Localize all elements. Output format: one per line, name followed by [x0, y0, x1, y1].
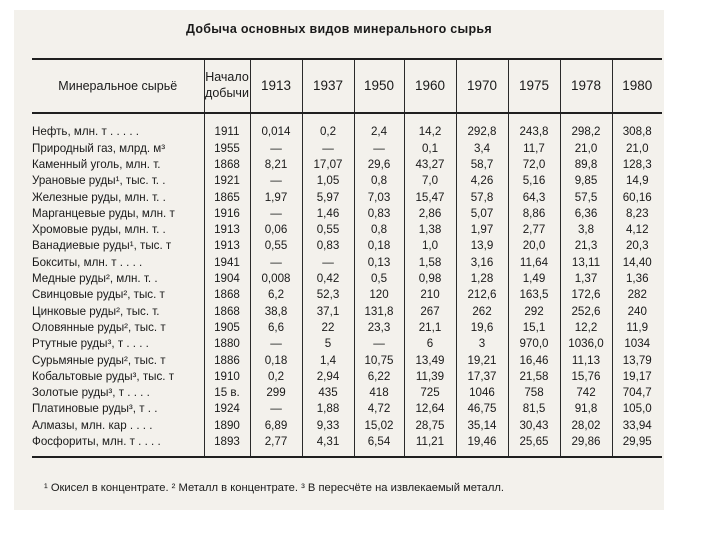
value-cell: 38,8: [250, 303, 302, 319]
table-row: [32, 368, 662, 384]
value-cell: 21,1: [404, 320, 456, 336]
value-cell: 1,97: [250, 189, 302, 205]
value-cell: 7,0: [404, 173, 456, 189]
table-row: [32, 417, 662, 433]
value-cell: 29,86: [560, 434, 612, 457]
start-year-cell: 1893: [204, 434, 250, 457]
value-cell: 12,64: [404, 401, 456, 417]
value-cell: 11,39: [404, 368, 456, 384]
table-row: [32, 352, 662, 368]
value-cell: 14,9: [612, 173, 662, 189]
value-cell: 19,6: [456, 320, 508, 336]
column-header-start: [204, 59, 250, 113]
start-year-cell: 1890: [204, 417, 250, 433]
column-header-year: 1980: [612, 59, 662, 113]
value-cell: 20,3: [612, 238, 662, 254]
column-header-year: 1978: [560, 59, 612, 113]
value-cell: 33,94: [612, 417, 662, 433]
value-cell: 1,49: [508, 271, 560, 287]
value-cell: 0,18: [354, 238, 404, 254]
value-cell: 52,3: [302, 287, 354, 303]
value-cell: 4,31: [302, 434, 354, 457]
value-cell: 22: [302, 320, 354, 336]
start-year-cell: 1886: [204, 352, 250, 368]
value-cell: 308,8: [612, 113, 662, 140]
mineral-name-cell: Каменный уголь, млн. т.: [32, 157, 161, 171]
value-cell: 15,76: [560, 368, 612, 384]
value-cell: —: [250, 336, 302, 352]
value-cell: 252,6: [560, 303, 612, 319]
value-cell: 29,95: [612, 434, 662, 457]
value-cell: 25,65: [508, 434, 560, 457]
value-cell: 3,16: [456, 254, 508, 270]
mineral-name-cell: Железные руды, млн. т. .: [32, 190, 166, 204]
header-row: [32, 59, 662, 113]
table-row: [32, 189, 662, 205]
value-cell: 0,8: [354, 173, 404, 189]
value-cell: 2,94: [302, 368, 354, 384]
mineral-name-cell: Марганцевые руды, млн. т: [32, 206, 175, 220]
value-cell: 8,21: [250, 157, 302, 173]
table-row: [32, 287, 662, 303]
value-cell: 13,49: [404, 352, 456, 368]
table-row: [32, 140, 662, 156]
value-cell: 10,75: [354, 352, 404, 368]
table-row: [32, 238, 662, 254]
value-cell: 1,46: [302, 205, 354, 221]
value-cell: 17,07: [302, 157, 354, 173]
mineral-name-cell: Ванадиевые руды¹, тыс. т: [32, 239, 172, 253]
mineral-name-cell: Бокситы, млн. т . . . .: [32, 255, 143, 269]
value-cell: 14,40: [612, 254, 662, 270]
start-year-cell: 1880: [204, 336, 250, 352]
value-cell: —: [302, 140, 354, 156]
value-cell: 72,0: [508, 157, 560, 173]
mineral-name-cell: Урановые руды¹, тыс. т. .: [32, 174, 166, 188]
value-cell: 1,88: [302, 401, 354, 417]
start-year-cell: 1916: [204, 205, 250, 221]
mineral-name-cell: Алмазы, млн. кар . . . .: [32, 418, 153, 432]
table-row: [32, 157, 662, 173]
value-cell: —: [250, 173, 302, 189]
start-year-cell: 15 в.: [204, 385, 250, 401]
value-cell: 6: [404, 336, 456, 352]
value-cell: 298,2: [560, 113, 612, 140]
value-cell: 11,64: [508, 254, 560, 270]
value-cell: 0,55: [302, 222, 354, 238]
start-year-cell: 1910: [204, 368, 250, 384]
value-cell: 243,8: [508, 113, 560, 140]
value-cell: 57,8: [456, 189, 508, 205]
start-year-cell: 1913: [204, 222, 250, 238]
value-cell: —: [354, 140, 404, 156]
value-cell: 15,1: [508, 320, 560, 336]
value-cell: 262: [456, 303, 508, 319]
value-cell: 0,83: [302, 238, 354, 254]
table-row: [32, 254, 662, 270]
value-cell: 0,2: [250, 368, 302, 384]
value-cell: 3,4: [456, 140, 508, 156]
value-cell: 4,72: [354, 401, 404, 417]
value-cell: 105,0: [612, 401, 662, 417]
value-cell: 725: [404, 385, 456, 401]
value-cell: 3,8: [560, 222, 612, 238]
value-cell: —: [250, 205, 302, 221]
value-cell: 19,17: [612, 368, 662, 384]
value-cell: 210: [404, 287, 456, 303]
start-year-cell: 1911: [204, 113, 250, 140]
table-row: [32, 173, 662, 189]
mineral-production-table: [32, 58, 662, 458]
value-cell: —: [250, 401, 302, 417]
value-cell: 0,1: [404, 140, 456, 156]
value-cell: —: [250, 254, 302, 270]
value-cell: 8,86: [508, 205, 560, 221]
value-cell: 1,58: [404, 254, 456, 270]
value-cell: 13,79: [612, 352, 662, 368]
value-cell: 128,3: [612, 157, 662, 173]
value-cell: 5: [302, 336, 354, 352]
value-cell: 435: [302, 385, 354, 401]
value-cell: 43,27: [404, 157, 456, 173]
value-cell: 21,3: [560, 238, 612, 254]
value-cell: 57,5: [560, 189, 612, 205]
table-row: [32, 271, 662, 287]
column-header-year: 1950: [354, 59, 404, 113]
value-cell: 1,97: [456, 222, 508, 238]
value-cell: 2,77: [508, 222, 560, 238]
table-row: [32, 320, 662, 336]
value-cell: 29,6: [354, 157, 404, 173]
value-cell: 37,1: [302, 303, 354, 319]
column-header-year: 1975: [508, 59, 560, 113]
value-cell: 163,5: [508, 287, 560, 303]
column-header-start-line1: Начало: [205, 70, 249, 85]
value-cell: 292: [508, 303, 560, 319]
value-cell: 2,4: [354, 113, 404, 140]
value-cell: 172,6: [560, 287, 612, 303]
table-row: [32, 385, 662, 401]
value-cell: 21,0: [612, 140, 662, 156]
mineral-name-cell: Золотые руды³, т . . . .: [32, 386, 150, 400]
table-row: [32, 205, 662, 221]
mineral-name-cell: Сурьмяные руды², тыс. т: [32, 353, 166, 367]
value-cell: 30,43: [508, 417, 560, 433]
value-cell: 1,36: [612, 271, 662, 287]
value-cell: 60,16: [612, 189, 662, 205]
value-cell: 6,6: [250, 320, 302, 336]
value-cell: 81,5: [508, 401, 560, 417]
value-cell: 19,46: [456, 434, 508, 457]
column-header-year: 1937: [302, 59, 354, 113]
value-cell: 292,8: [456, 113, 508, 140]
value-cell: 4,12: [612, 222, 662, 238]
table-row: [32, 113, 662, 140]
value-cell: 742: [560, 385, 612, 401]
table-row: [32, 434, 662, 457]
mineral-name-cell: Фосфориты, млн. т . . . .: [32, 434, 204, 457]
value-cell: 299: [250, 385, 302, 401]
value-cell: 13,11: [560, 254, 612, 270]
value-cell: 23,3: [354, 320, 404, 336]
value-cell: 7,03: [354, 189, 404, 205]
mineral-name-cell: Ртутные руды³, т . . . .: [32, 337, 149, 351]
start-year-cell: 1904: [204, 271, 250, 287]
mineral-name-cell: Природный газ, млрд. м³: [32, 141, 166, 155]
value-cell: 1034: [612, 336, 662, 352]
start-year-cell: 1868: [204, 157, 250, 173]
value-cell: 1,0: [404, 238, 456, 254]
column-header-year: 1960: [404, 59, 456, 113]
value-cell: 1046: [456, 385, 508, 401]
value-cell: 19,21: [456, 352, 508, 368]
value-cell: 21,0: [560, 140, 612, 156]
value-cell: 16,46: [508, 352, 560, 368]
value-cell: 11,7: [508, 140, 560, 156]
mineral-name-cell: Цинковые руды², тыс. т.: [32, 304, 160, 318]
start-year-cell: 1921: [204, 173, 250, 189]
value-cell: 20,0: [508, 238, 560, 254]
mineral-name-cell: Хромовые руды, млн. т. .: [32, 223, 166, 237]
value-cell: 8,23: [612, 205, 662, 221]
value-cell: 6,22: [354, 368, 404, 384]
value-cell: 212,6: [456, 287, 508, 303]
value-cell: 13,9: [456, 238, 508, 254]
value-cell: 15,47: [404, 189, 456, 205]
mineral-name-cell: Свинцовые руды², тыс. т: [32, 288, 165, 302]
value-cell: 2,86: [404, 205, 456, 221]
column-header-start-line2: добычи: [205, 86, 249, 100]
value-cell: 0,83: [354, 205, 404, 221]
column-header-year: 1970: [456, 59, 508, 113]
value-cell: 14,2: [404, 113, 456, 140]
value-cell: 0,8: [354, 222, 404, 238]
value-cell: 6,36: [560, 205, 612, 221]
value-cell: —: [354, 336, 404, 352]
value-cell: 11,9: [612, 320, 662, 336]
value-cell: 64,3: [508, 189, 560, 205]
column-header-mineral: Минеральное сырьё: [32, 59, 204, 113]
value-cell: —: [250, 140, 302, 156]
value-cell: 0,55: [250, 238, 302, 254]
start-year-cell: 1905: [204, 320, 250, 336]
start-year-cell: 1941: [204, 254, 250, 270]
value-cell: 120: [354, 287, 404, 303]
value-cell: 0,18: [250, 352, 302, 368]
column-header-year: 1913: [250, 59, 302, 113]
value-cell: 0,2: [302, 113, 354, 140]
start-year-cell: 1924: [204, 401, 250, 417]
value-cell: 240: [612, 303, 662, 319]
table-row: [32, 401, 662, 417]
value-cell: 9,33: [302, 417, 354, 433]
value-cell: 1,28: [456, 271, 508, 287]
value-cell: 17,37: [456, 368, 508, 384]
mineral-name-cell: Нефть, млн. т . . . . .: [32, 125, 139, 139]
mineral-name-cell: Оловянные руды², тыс. т: [32, 320, 166, 334]
value-cell: 131,8: [354, 303, 404, 319]
value-cell: 0,008: [250, 271, 302, 287]
table-row: [32, 222, 662, 238]
value-cell: 46,75: [456, 401, 508, 417]
value-cell: —: [302, 254, 354, 270]
value-cell: 4,26: [456, 173, 508, 189]
value-cell: 28,02: [560, 417, 612, 433]
mineral-name-cell: Платиновые руды³, т . .: [32, 402, 158, 416]
value-cell: 5,07: [456, 205, 508, 221]
value-cell: 3: [456, 336, 508, 352]
value-cell: 1,38: [404, 222, 456, 238]
start-year-cell: 1913: [204, 238, 250, 254]
value-cell: 418: [354, 385, 404, 401]
value-cell: 970,0: [508, 336, 560, 352]
value-cell: 6,2: [250, 287, 302, 303]
value-cell: 21,58: [508, 368, 560, 384]
value-cell: 6,89: [250, 417, 302, 433]
value-cell: 6,54: [354, 434, 404, 457]
mineral-name-cell: Кобальтовые руды³, тыс. т: [32, 369, 175, 383]
value-cell: 89,8: [560, 157, 612, 173]
value-cell: 91,8: [560, 401, 612, 417]
table-footnote: ¹ Окисел в концентрате. ² Металл в концентрате. ³ В пересчёте на извлекаемый металл.: [44, 482, 504, 494]
start-year-cell: 1868: [204, 287, 250, 303]
value-cell: 11,13: [560, 352, 612, 368]
value-cell: 267: [404, 303, 456, 319]
value-cell: 0,98: [404, 271, 456, 287]
value-cell: 0,42: [302, 271, 354, 287]
value-cell: 58,7: [456, 157, 508, 173]
value-cell: 0,06: [250, 222, 302, 238]
start-year-cell: 1868: [204, 303, 250, 319]
value-cell: 15,02: [354, 417, 404, 433]
value-cell: 5,16: [508, 173, 560, 189]
value-cell: 0,13: [354, 254, 404, 270]
value-cell: 704,7: [612, 385, 662, 401]
value-cell: 1,05: [302, 173, 354, 189]
table-row: [32, 336, 662, 352]
value-cell: 11,21: [404, 434, 456, 457]
value-cell: 758: [508, 385, 560, 401]
start-year-cell: 1955: [204, 140, 250, 156]
value-cell: 5,97: [302, 189, 354, 205]
value-cell: 2,77: [250, 434, 302, 457]
value-cell: 1036,0: [560, 336, 612, 352]
scanned-table-page: [14, 10, 664, 510]
start-year-cell: 1865: [204, 189, 250, 205]
table-title: Добыча основных видов минерального сырья: [185, 22, 493, 36]
mineral-name-cell: Медные руды², млн. т. .: [32, 272, 158, 286]
value-cell: 282: [612, 287, 662, 303]
table-row: [32, 303, 662, 319]
value-cell: 1,37: [560, 271, 612, 287]
value-cell: 35,14: [456, 417, 508, 433]
value-cell: 1,4: [302, 352, 354, 368]
value-cell: 0,014: [250, 113, 302, 140]
value-cell: 12,2: [560, 320, 612, 336]
value-cell: 0,5: [354, 271, 404, 287]
value-cell: 28,75: [404, 417, 456, 433]
value-cell: 9,85: [560, 173, 612, 189]
